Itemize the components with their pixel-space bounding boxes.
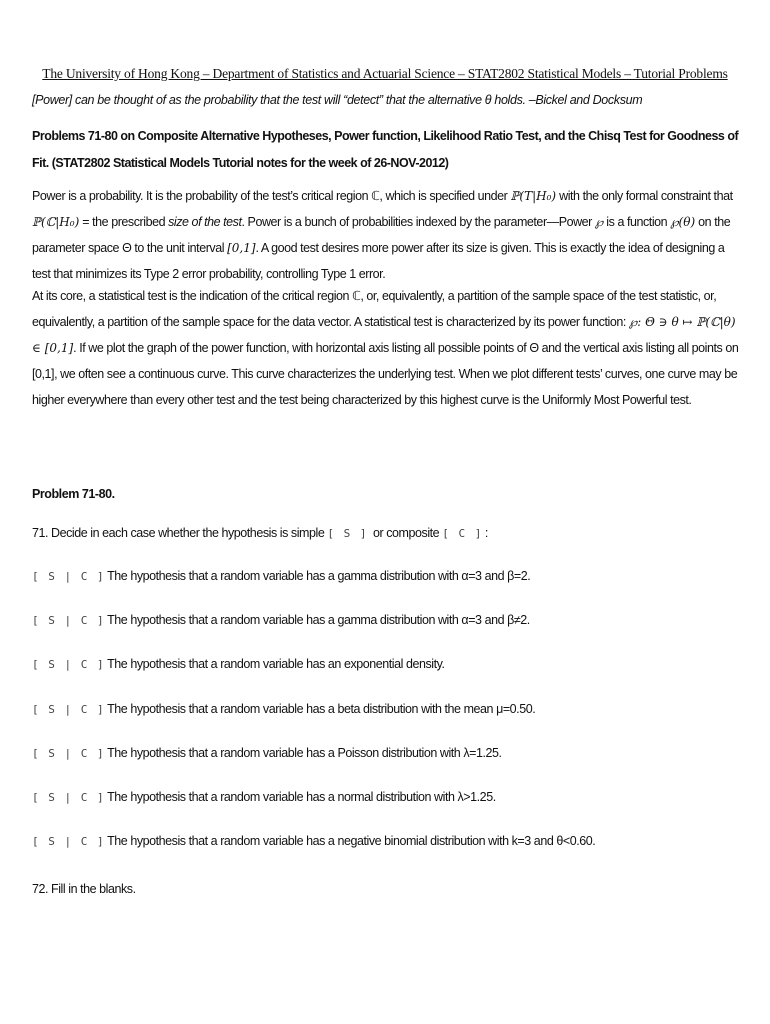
s-c-choice[interactable]: [ S | C ] [32, 703, 106, 716]
item-text: The hypothesis that a random variable has an exponential density. [107, 657, 445, 671]
math-run: ℙ(ℂ|H₀) [32, 215, 80, 229]
emphasis-run: size of the test [168, 215, 242, 229]
epigraph-quote: [Power] can be thought of as the probability that the test will “detect” that the alternative θ holds. –Bickel and Docksum [32, 93, 643, 107]
question-71-item [32, 834, 740, 848]
intro-heading: Problems 71-80 on Composite Alternative Hypotheses, Power function, Likelihood Ratio Test, and the Chisq Test for Goodness of Fit. (STAT2802 Statistical Models Tutorial notes for the week of 26-NOV-2012) [32, 129, 739, 170]
text-run: Power is a probability. It is the probability of the test’s critical region ℂ, which is specified under [32, 189, 511, 203]
question-71-item [32, 657, 740, 671]
text-run: with the only formal constraint that [556, 189, 733, 203]
problem-heading: Problem 71-80. [32, 487, 115, 501]
core-paragraph [32, 283, 740, 413]
text-run: is a function [603, 215, 671, 229]
text-run: = the prescribed [79, 215, 169, 229]
text-run: . A good test desires more power after its size is given. This is exactly the idea of designing a test that minimizes its Type 2 error probability, controlling Type 1 error. [32, 241, 725, 281]
simple-mark: [ S ] [327, 527, 368, 540]
question-71-item [32, 746, 740, 760]
item-text: The hypothesis that a random variable has a beta distribution with the mean μ=0.50. [107, 702, 536, 716]
text-run: . If we plot the graph of the power function, with horizontal axis listing all possible points of Θ and the vertical axis listing all points on [0,1], we often see a continuous curve. This curve characterizes the underlying test. When we plot different tests’ curves, one curve may be higher everywhere than every other test and the test being characterized by this highest curve is the Uniformly Most Powerful test. [32, 341, 739, 407]
item-text: The hypothesis that a random variable has a gamma distribution with α=3 and β=2. [107, 569, 531, 583]
question-71-item [32, 790, 740, 804]
text-run: : [484, 526, 488, 540]
question-71-item [32, 569, 740, 583]
text-run: on the parameter space Θ to the unit interval [32, 215, 731, 255]
item-text: The hypothesis that a random variable has a gamma distribution with α=3 and β≠2. [107, 613, 530, 627]
question-71-item [32, 702, 740, 716]
text-run: or composite [369, 526, 443, 540]
s-c-choice[interactable]: [ S | C ] [32, 835, 106, 848]
item-text: The hypothesis that a random variable has a negative binomial distribution with k=3 and θ<0.60. [107, 834, 596, 848]
text-run: 71. Decide in each case whether the hypothesis is simple [32, 526, 328, 540]
math-run: [0,1] [227, 241, 256, 255]
math-run: ℙ(T|H₀) [510, 189, 557, 203]
item-text: The hypothesis that a random variable has a Poisson distribution with λ=1.25. [107, 746, 502, 760]
math-run: ℘: Θ ∋ θ ↦ ℙ(ℂ|θ) ∈ [0,1] [32, 315, 736, 355]
power-paragraph [32, 183, 740, 287]
math-run: ℘ [594, 215, 604, 229]
text-run: . Power is a bunch of probabilities indexed by the parameter—Power [241, 215, 595, 229]
s-c-choice[interactable]: [ S | C ] [32, 570, 106, 583]
question-71-item [32, 613, 740, 627]
item-text: The hypothesis that a random variable has a normal distribution with λ>1.25. [107, 790, 496, 804]
composite-mark: [ C ] [442, 527, 483, 540]
question-72-prompt: 72. Fill in the blanks. [32, 882, 136, 896]
text-run: At its core, a statistical test is the indication of the critical region ℂ, or, equivalently, a partition of the sample space of the test statistic, or, equivalently, a partition of the sample space for the data vector. A statistical test is characterized by its power function: [32, 289, 717, 329]
s-c-choice[interactable]: [ S | C ] [32, 658, 106, 671]
s-c-choice[interactable]: [ S | C ] [32, 747, 106, 760]
s-c-choice[interactable]: [ S | C ] [32, 791, 106, 804]
math-run: ℘(θ) [670, 215, 696, 229]
s-c-choice[interactable]: [ S | C ] [32, 614, 106, 627]
question-71-prompt [32, 520, 740, 547]
document-header: The University of Hong Kong – Department of Statistics and Actuarial Science – STAT2802 Statistical Models – Tutorial Problems [42, 66, 728, 81]
